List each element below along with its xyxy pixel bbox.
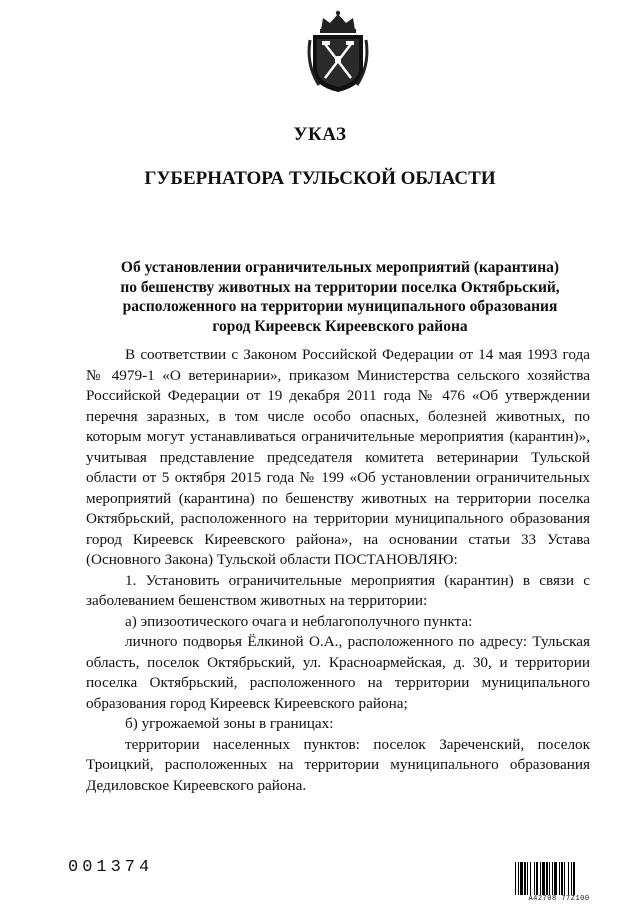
preamble-paragraph: В соответствии с Законом Российской Федерации от 14 мая 1993 года № 4979-1 «О ветеринарии», приказом Министерства сельского хозяйства Российской Федерации от 19 декабря 2011 года № 476 «Об утверждении перечня заразных, в том числе особо опасных, болезней животных, по которым могут устанавливаться ограничительные мероприятия (карантин)», учитывая представление председателя комитета ветеринарии Тульской области от 5 октября 2015 года № 199 «Об установлении ограничительных мероприятий (карантина) по бешенству животных на территории поселка Октябрьский, расположенного на территории муниципального образования город Киреевск Киреевского района», на основании статьи 33 Устава (Основного Закона) Тульской области ПОСТАНОВЛЯЮ: [86,346,590,568]
document-issuer: ГУБЕРНАТОРА ТУЛЬСКОЙ ОБЛАСТИ [144,168,496,189]
clause-1b-paragraph: б) угрожаемой зоны в границах: [125,715,334,732]
subject-line: расположенного на территории муниципального образования [122,298,558,315]
subject-line: город Киреевск Киреевского района [212,317,468,335]
document-title: УКАЗ [293,124,347,145]
subject-line: по бешенству животных на территории поселка Октябрьский, [120,278,560,296]
subject-line: Об установлении ограничительных мероприятий (карантина) [120,259,560,276]
clause-1-paragraph: 1. Установить ограничительные мероприятия (карантин) в связи с заболеванием бешенством животных на территории: [86,571,590,609]
barcode-icon [514,862,604,898]
serial-number: 001374 [68,858,154,877]
barcode-number: А42708 77Z100 [514,895,604,903]
clause-1a-paragraph: а) эпизоотического очага и неблагополучного пункта: [125,612,473,630]
clause-1a-detail-paragraph: личного подворья Ёлкиной О.А., расположенного по адресу: Тульская область, поселок Октябрьский, ул. Красноармейская, д. 30, и территории поселка Октябрьский, расположенного на территории муниципального образования город Киреевск Киреевского района; [86,633,590,712]
document-subject [100,258,580,336]
tula-coat-of-arms-icon [305,10,371,94]
document-body [86,345,590,796]
barcode [514,862,604,902]
clause-1b-detail-paragraph: территории населенных пунктов: поселок Зареченский, поселок Троицкий, расположенных на территории муниципального образования Дедиловское Киреевского района. [86,735,590,794]
